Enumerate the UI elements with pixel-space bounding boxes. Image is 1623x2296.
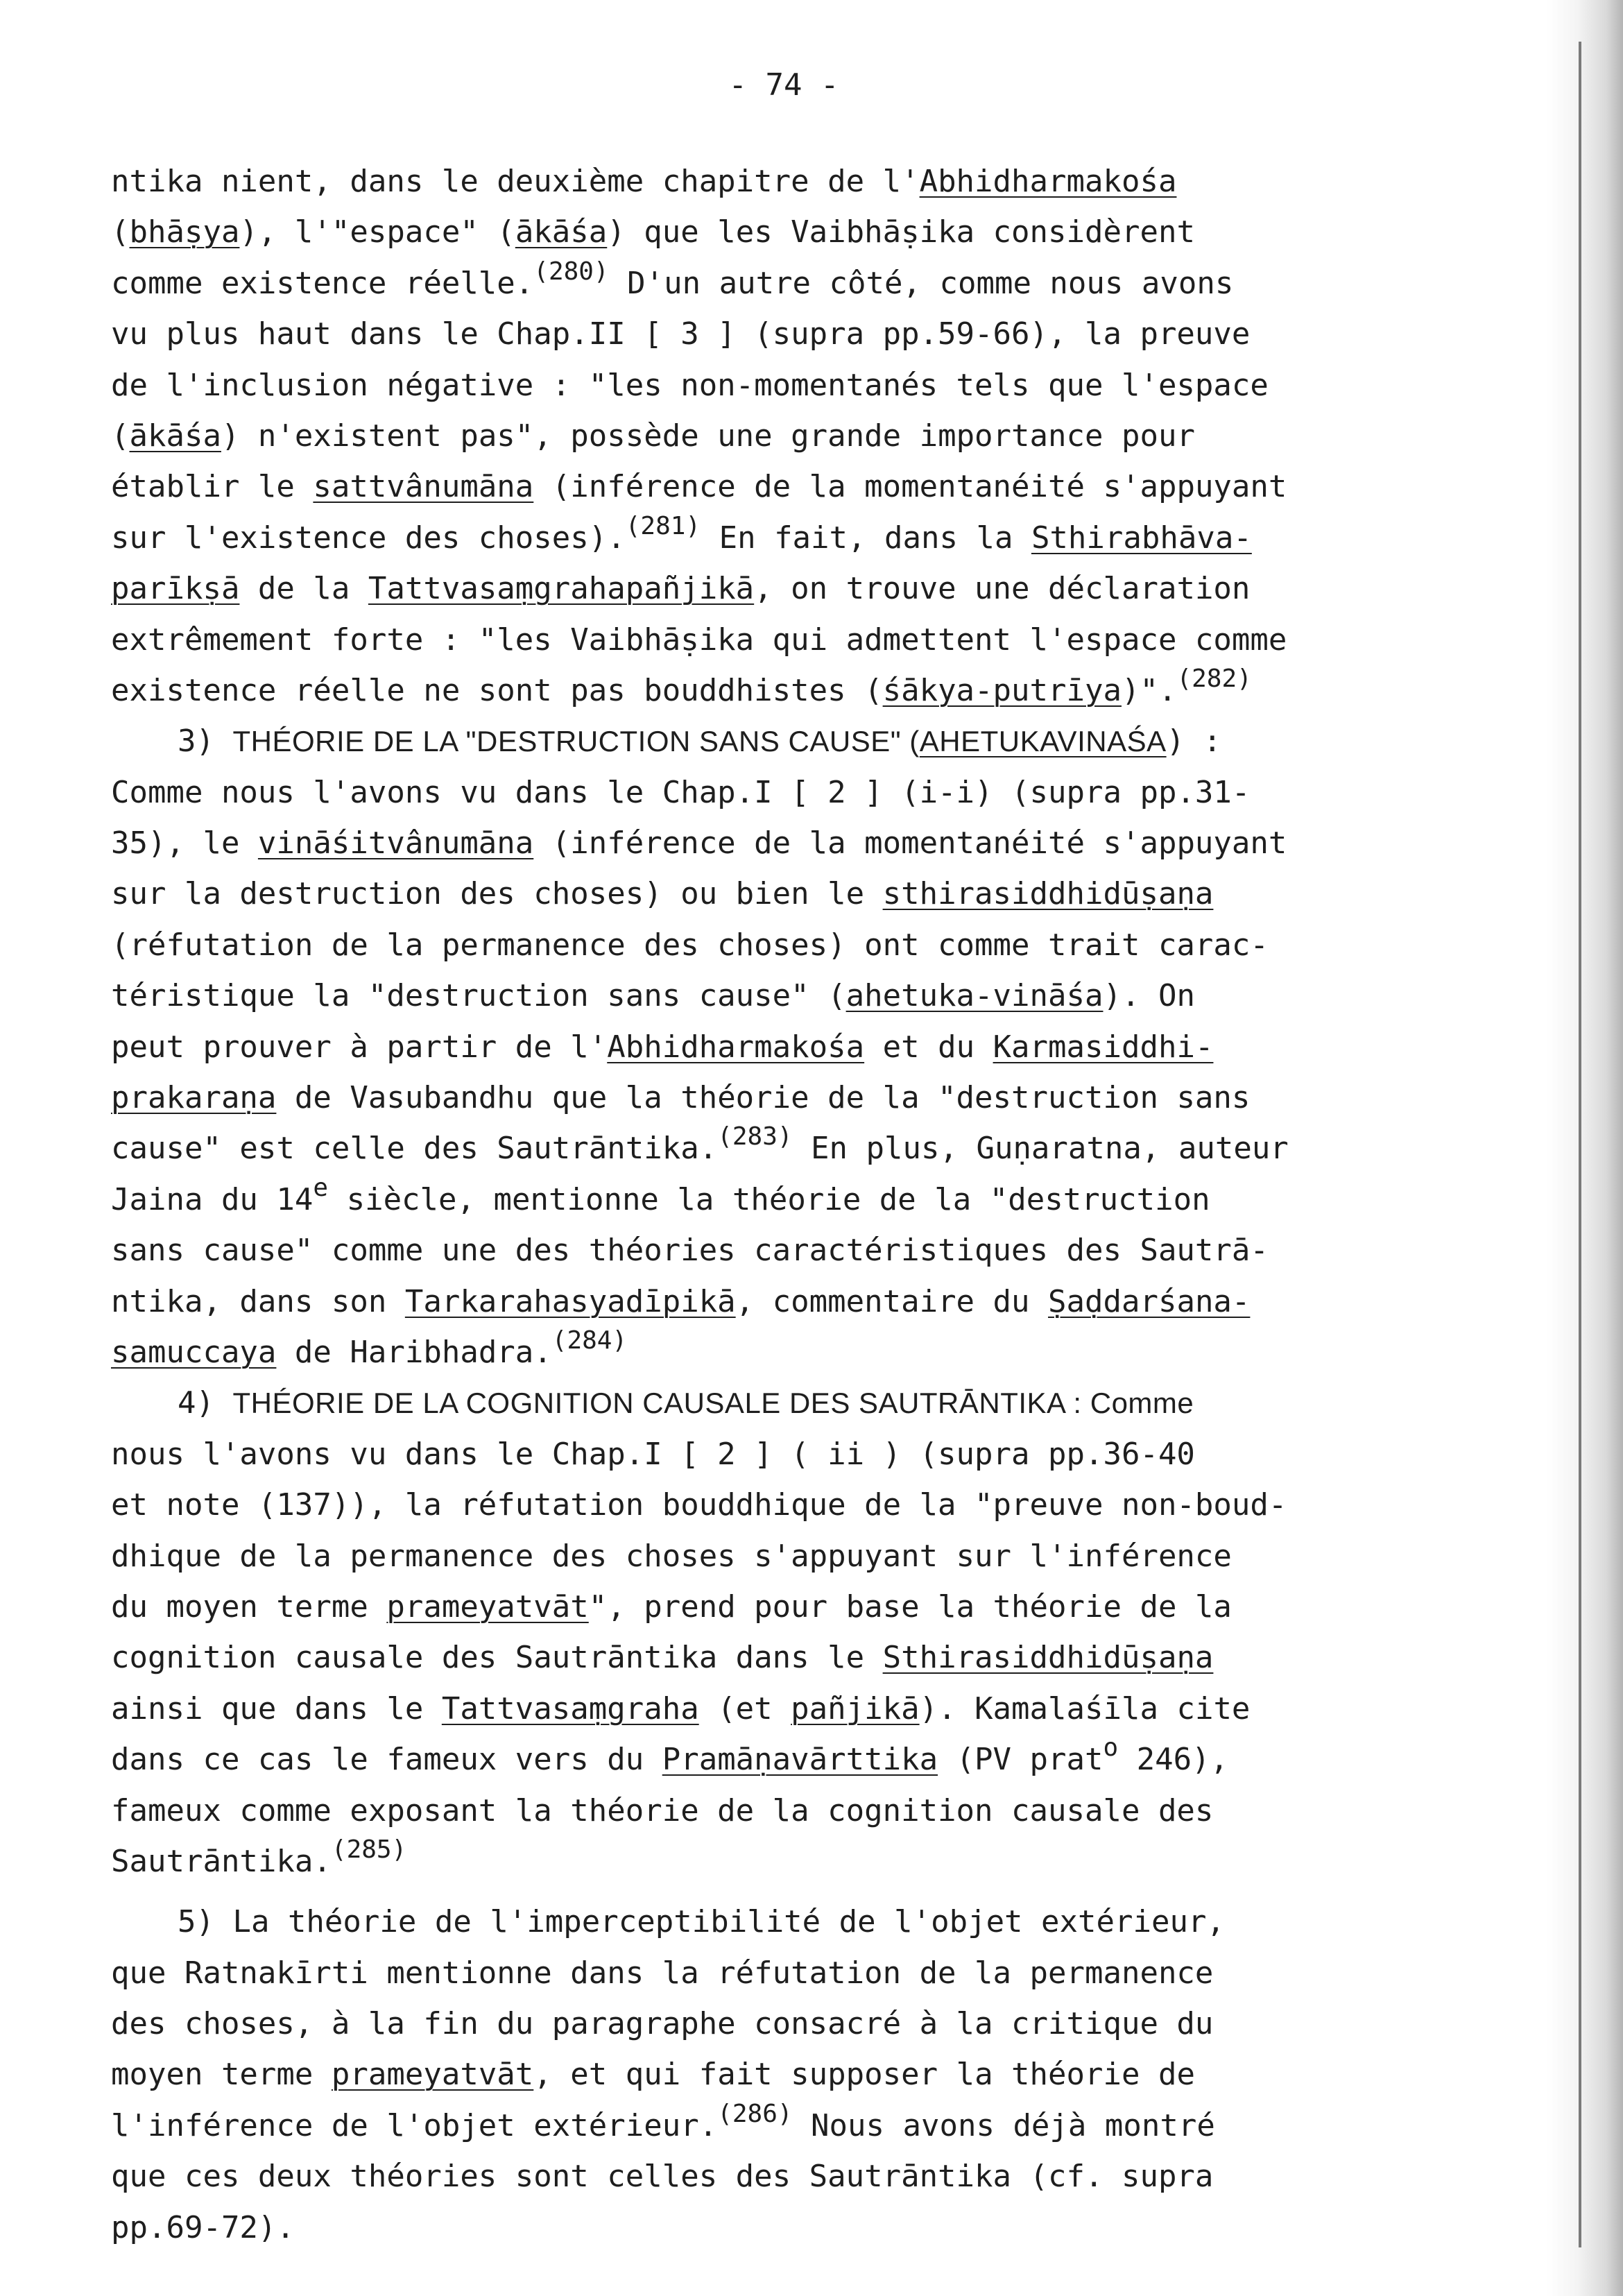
text-line: 35), le vināśitvânumāna (inférence de la momentanéité s'appuyant (111, 825, 1287, 862)
footnote-ref-283: (283) (717, 1122, 793, 1151)
text-line: parīkṣā de la Tattvasaṃgrahapañjikā, on trouve une déclaration (111, 571, 1251, 607)
text-line: Jaina du 14e siècle, mentionne la théorie de la "destruction (111, 1173, 1210, 1217)
text-line: téristique la "destruction sans cause" (ahetuka-vināśa). On (111, 978, 1195, 1014)
text-line: sur la destruction des choses) ou bien le sthirasiddhidūṣaṇa (111, 876, 1214, 912)
term-prameyatvat: prameyatvāt (331, 2057, 534, 2093)
text-line: (réfutation de la permanence des choses) ont comme trait carac- (111, 927, 1269, 963)
section-heading-4: 4) THÉORIE DE LA COGNITION CAUSALE DES SAUTRĀNTIKA : Comme (178, 1385, 1194, 1421)
text-line: du moyen terme prameyatvāt", prend pour base la théorie de la (111, 1588, 1232, 1625)
text-line: prakaraṇa de Vasubandhu que la théorie de la "destruction sans (111, 1080, 1251, 1116)
text-line: que ces deux théories sont celles des Sautrāntika (cf. supra (111, 2159, 1214, 2195)
scanned-page-edge (1547, 0, 1623, 2296)
page-number: - 74 - (728, 67, 839, 103)
text-line: peut prouver à partir de l'Abhidharmakośa et du Karmasiddhi- (111, 1029, 1214, 1065)
text-line: sans cause" comme une des théories caractéristiques des Sautrā- (111, 1233, 1269, 1269)
term-sattvanumana: sattvânumāna (313, 469, 534, 505)
term-panjika: pañjikā (791, 1690, 920, 1727)
term-bhasya: bhāṣya (129, 214, 240, 250)
term-sthirasiddhidusana: sthirasiddhidūṣaṇa (882, 876, 1214, 912)
text-line: Sautrāntika.$^{(285)}$ (111, 1835, 407, 1879)
text-line: dhique de la permanence des choses s'appuyant sur l'inférence (111, 1538, 1232, 1574)
text-line: fameux comme exposant la théorie de la cognition causale des (111, 1792, 1214, 1828)
text-line: extrêmement forte : "les Vaibhāṣika qui admettent l'espace comme (111, 622, 1287, 658)
term-sthirasiddhidusana: Sthirasiddhidūṣaṇa (882, 1640, 1214, 1676)
section-heading-3: 3) THÉORIE DE LA "DESTRUCTION SANS CAUSE" (AHETUKAVINAŚA) : (178, 723, 1222, 760)
text-line: Comme nous l'avons vu dans le Chap.I [ 2 ] (i-i) (supra pp.31- (111, 774, 1251, 810)
text-line: (ākāśa) n'existent pas", possède une grande importance pour (111, 418, 1195, 454)
text-line: ntika nient, dans le deuxième chapitre de l'Abhidharmakośa (111, 164, 1177, 199)
footnote-ref-286: (286) (717, 2099, 793, 2128)
text-line: samuccaya de Haribhadra.$^{(284)}$ (111, 1326, 628, 1370)
term-sakya-putriya: śākya-putrīya (882, 672, 1122, 708)
text-line: de l'inclusion négative : "les non-momentanés tels que l'espace (111, 367, 1269, 403)
text-line: et note (137)), la réfutation bouddhique de la "preuve non-boud- (111, 1487, 1287, 1523)
text-line: vu plus haut dans le Chap.II [ 3 ] (supra pp.59-66), la preuve (111, 316, 1251, 352)
text-line: pp.69-72). (111, 2209, 295, 2245)
term-abhidharmakosa: Abhidharmakośa (919, 164, 1177, 199)
term-prakarana: prakaraṇa (111, 1080, 277, 1116)
text-line: comme existence réelle.$^{(280)}$ D'un autre côté, comme nous avons (111, 257, 1234, 301)
term-pramanavarttika: Pramāṇavārttika (662, 1742, 938, 1778)
term-sthirabhava: Sthirabhāva- (1031, 520, 1252, 556)
term-pariksa: parīkṣā (111, 571, 240, 607)
text-line: ntika, dans son Tarkarahasyadīpikā, commentaire du Ṣaḍdarśana- (111, 1283, 1251, 1319)
footnote-ref-281: (281) (625, 511, 701, 540)
text-line: des choses, à la fin du paragraphe consacré à la critique du (111, 2006, 1214, 2042)
term-samuccaya: samuccaya (111, 1334, 277, 1370)
text-line: existence réelle ne sont pas bouddhistes (śākya-putrīya)".$^{(282)}$ (111, 664, 1252, 708)
text-line: cognition causale des Sautrāntika dans le Sthirasiddhidūṣaṇa (111, 1640, 1214, 1676)
footnote-ref-282: (282) (1176, 664, 1252, 693)
text-line: nous l'avons vu dans le Chap.I [ 2 ] ( ii ) (supra pp.36-40 (111, 1436, 1195, 1472)
term-akasa: ākāśa (129, 418, 221, 454)
text-line: dans ce cas le fameux vers du Pramāṇavārttika (PV prat$^o$ 246), (111, 1733, 1229, 1778)
term-karmasiddhi: Karmasiddhi- (993, 1029, 1214, 1065)
text-line: cause" est celle des Sautrāntika.$^{(283)}$ En plus, Guṇaratna, auteur (111, 1122, 1289, 1167)
term-tattvasamgraha: Tattvasaṃgraha (441, 1690, 699, 1727)
term-abhidharmakosa: Abhidharmakośa (607, 1029, 865, 1065)
superscript-e: e (313, 1173, 329, 1202)
text-line: (bhāṣya), l'"espace" (ākāśa) que les Vaibhāṣika considèrent (111, 214, 1195, 250)
text-line: ainsi que dans le Tattvasaṃgraha (et pañjikā). Kamalaśīla cite (111, 1690, 1251, 1727)
term-ahetuka-vinasa: ahetuka-vināśa (845, 978, 1104, 1014)
footnote-ref-284: (284) (551, 1326, 628, 1355)
term-tarkarahasyadipika: Tarkarahasyadīpikā (404, 1283, 736, 1319)
term-vinasitvanumana: vināśitvânumāna (257, 825, 534, 862)
body-text (111, 156, 1436, 2253)
term-ahetukavinasa: AHETUKAVINAŚA (919, 725, 1167, 758)
term-prameyatvat: prameyatvāt (386, 1588, 589, 1625)
footnote-ref-285: (285) (331, 1835, 407, 1864)
superscript-o: o (1103, 1733, 1119, 1763)
text-line: moyen terme prameyatvāt, et qui fait supposer la théorie de (111, 2057, 1195, 2093)
text-line: que Ratnakīrti mentionne dans la réfutation de la permanence (111, 1955, 1214, 1991)
term-akasa: ākāśa (515, 214, 608, 250)
page-edge-shadow-line (1579, 42, 1581, 2247)
term-tattvasamgrahapanjika: Tattvasaṃgrahapañjikā (368, 571, 755, 607)
text-line: sur l'existence des choses).$^{(281)}$ En fait, dans la Sthirabhāva- (111, 511, 1252, 556)
footnote-ref-280: (280) (533, 257, 609, 286)
text-line: établir le sattvânumāna (inférence de la momentanéité s'appuyant (111, 469, 1287, 505)
text-line: l'inférence de l'objet extérieur.$^{(286)}$ Nous avons déjà montré (111, 2099, 1215, 2143)
term-saddarsana: Ṣaḍdarśana- (1048, 1283, 1251, 1319)
section-heading-5: 5) La théorie de l'imperceptibilité de l'objet extérieur, (178, 1904, 1225, 1940)
